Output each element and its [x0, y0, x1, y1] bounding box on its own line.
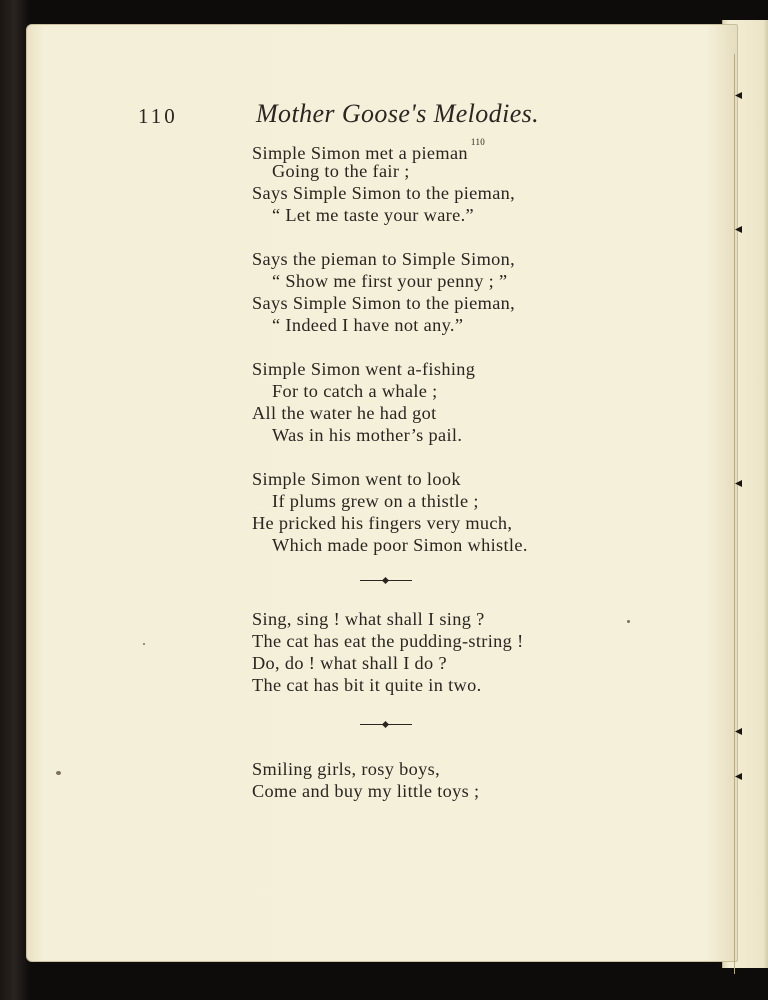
- stanza-3: [252, 358, 612, 446]
- section-divider-ornament: [252, 714, 612, 736]
- verse-line: He pricked his fingers very much,: [252, 513, 513, 533]
- verse-line: Says the pieman to Simple Simon,: [252, 249, 516, 269]
- verse-line: Sing, sing ! what shall I sing ?: [252, 609, 485, 629]
- divider-diamond-icon: [382, 721, 389, 728]
- paper-speck: [143, 643, 145, 645]
- verse-line: Simple Simon went a-fishing: [252, 359, 476, 379]
- paper-speck: [56, 771, 61, 775]
- verse-line: The cat has eat the pudding-string !: [252, 631, 524, 651]
- verse-line: Come and buy my little toys ;: [252, 781, 480, 801]
- stanza-smiling: [252, 758, 612, 802]
- verse-line: Says Simple Simon to the pieman,: [252, 293, 516, 313]
- verse-line: Simple Simon went to look: [252, 469, 461, 489]
- verse-line: “ Let me taste your ware.”: [272, 205, 474, 225]
- verse-line: Smiling girls, rosy boys,: [252, 759, 441, 779]
- verse-line: All the water he had got: [252, 403, 437, 423]
- divider-diamond-icon: [382, 577, 389, 584]
- running-head: Mother Goose's Melodies.: [256, 99, 540, 128]
- verse-line: Going to the fair ;: [272, 161, 410, 181]
- page-number: 110: [138, 104, 178, 128]
- verse-line: If plums grew on a thistle ;: [272, 491, 479, 511]
- verse-line: “ Indeed I have not any.”: [272, 315, 464, 335]
- verse-line: The cat has bit it quite in two.: [252, 675, 482, 695]
- stanza-4: [252, 468, 612, 556]
- stanza-1: [252, 138, 612, 226]
- page-edge-rule: [734, 54, 735, 974]
- poem-text: [252, 138, 612, 824]
- stanza-sing: [252, 608, 612, 696]
- verse-line: Simple Simon met a pieman$^{110}$: [252, 137, 486, 164]
- section-divider-ornament: [252, 570, 612, 592]
- verse-line: “ Show me first your penny ; ”: [272, 271, 508, 291]
- verse-line: Do, do ! what shall I do ?: [252, 653, 447, 673]
- verse-line: For to catch a whale ;: [272, 381, 438, 401]
- verse-line: Which made poor Simon whistle.: [272, 535, 528, 555]
- verse-line: Says Simple Simon to the pieman,: [252, 183, 516, 203]
- paper-speck: [627, 620, 630, 623]
- footnote-reference: 110: [470, 137, 486, 147]
- stanza-2: [252, 248, 612, 336]
- verse-line: Was in his mother’s pail.: [272, 425, 463, 445]
